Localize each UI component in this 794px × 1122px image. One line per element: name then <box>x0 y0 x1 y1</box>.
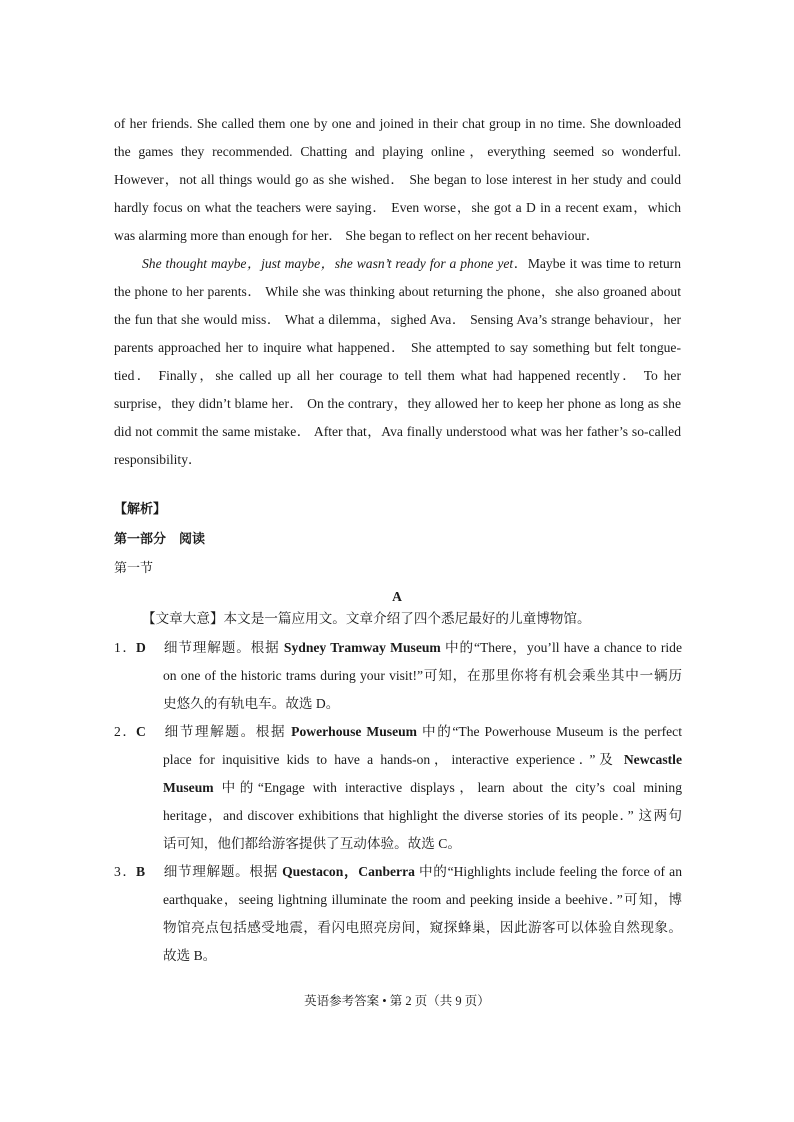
museum-name: Newcastle <box>623 752 682 767</box>
passage-letter: A <box>392 589 402 604</box>
story-paragraph-1 <box>114 110 681 250</box>
answer-choice: D <box>136 640 146 655</box>
museum-name: Sydney Tramway Museum <box>283 640 441 655</box>
question-number: 1． <box>114 640 136 655</box>
question-number: 3． <box>114 864 136 879</box>
section-heading: 第一节 <box>114 561 154 576</box>
answer-item-1: 1．D 细节理解题。根据 Sydney Tramway Museum 中的“There，you’ll have a chance to ride on one of the historic trams during your visit!”可知，在那里你将有机会乘坐其中一辆历 史悠久的有轨电车。故选 D。 <box>114 634 682 718</box>
answer-item-2: 2．C 细节理解题。根据 Powerhouse Museum 中的“The Powerhouse Museum is the perfect place for inquisitive kids to have a hands-on，interactive experience．”及 Newcastle Museum 中的“Engage with interactive displays，learn about the city’s coal mining heritage，and discover exhibitions that highlight the diverse stories of its people．” 这两句 话可知，他们都给游客提供了互动体验。故选 C。 <box>114 718 682 858</box>
story-paragraph-2-text: ．Maybe it was time to return the phone to her parents． While she was thinking about returning the phone，she also groaned about the fun that she would miss． What a dilemma，sighed Ava． Sensing Ava’s strange behaviour，her parents approached her to inquire what happened． She attempted to say something but felt tongue-tied． Finally，she called up all her courage to tell them what had happened recently． To her surprise，they didn’t blame her． On the contrary，they allowed her to keep her phone as long as she did not commit the same mistake． After that，Ava finally understood what was her father’s so-called responsibility． <box>114 256 681 467</box>
answer-item-3: 3．B 细节理解题。根据 Questacon，Canberra 中的“Highlights include feeling the force of an earthquake，seeing lightning illuminate the room and peeking inside a beehive．”可知，博 物馆亮点包括感受地震，看闪电照亮房间，窥探蜂巢，因此游客可以体验自然现象。 故选 B。 <box>114 858 682 970</box>
italic-sentence: She thought maybe，just maybe，she wasn’t ready for a phone yet <box>142 256 514 271</box>
question-number: 2． <box>114 724 136 739</box>
museum-name: Museum <box>163 780 214 795</box>
museum-name: Questacon，Canberra <box>282 864 415 879</box>
article-summary: 【文章大意】本文是一篇应用文。文章介绍了四个悉尼最好的儿童博物馆。 <box>142 611 591 626</box>
answer-choice: B <box>136 864 146 879</box>
story-paragraph-1-text: of her friends. She called them one by one and joined in their chat group in no time. She downloaded the games they recommended. Chatting and playing online，everything seemed so wonderful. However，not all things would go as she wished． She began to lose interest in her study and could hardly focus on what the teachers were saying． Even worse，she got a D in a recent exam，which was alarming more than enough for her． She began to reflect on her recent behaviour． <box>114 116 681 243</box>
page-footer: 英语参考答案 • 第 2 页（共 9 页） <box>304 994 490 1008</box>
story-paragraph-2 <box>114 250 681 474</box>
museum-name: Powerhouse Museum <box>291 724 417 739</box>
analysis-label: 【解析】 <box>114 502 167 517</box>
answer-choice: C <box>136 724 146 739</box>
part-heading: 第一部分 阅读 <box>114 532 206 547</box>
